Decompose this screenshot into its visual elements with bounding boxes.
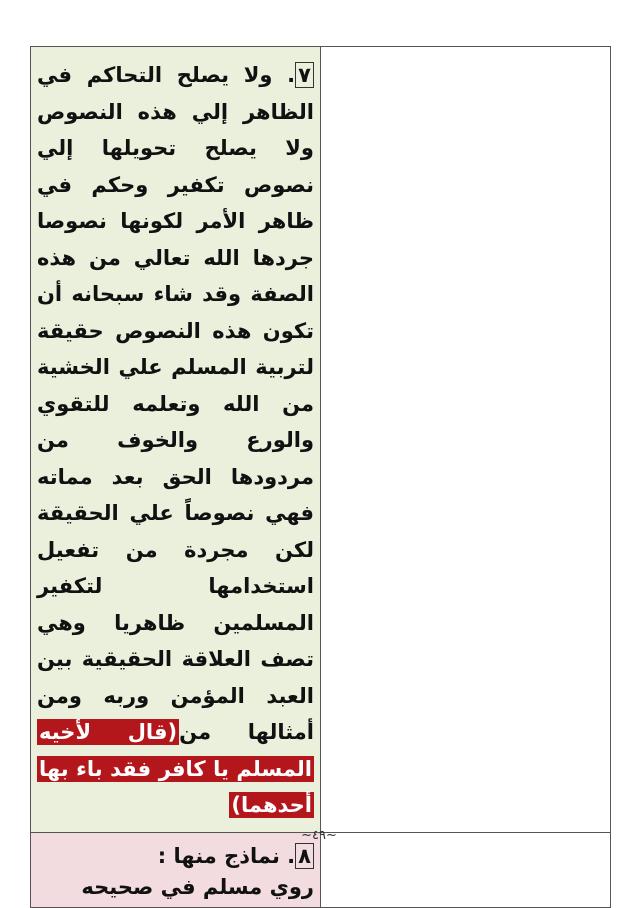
section-8-line: روي مسلم في صحيحه: [81, 874, 314, 899]
page-number: ~٤٩~: [301, 828, 337, 843]
section-8-heading: [37, 841, 314, 872]
section-7-number: ٧: [295, 62, 314, 88]
empty-cell: [321, 832, 611, 907]
table-row: [31, 832, 611, 907]
section-8-text: [31, 833, 320, 907]
section-7-text: [31, 47, 320, 832]
section-8-heading-text: . نماذج منها :: [157, 843, 296, 868]
section-7-cell: [31, 47, 321, 833]
content-table: [30, 46, 611, 908]
section-7-body: . ولا يصلح التحاكم في الظاهر إلي هذه النصوص ولا يصلح تحويلها إلي نصوص تكفير وحكم في ظاهر الأمر لكونها نصوصا جردها الله تعالي من هذه الصفة وقد شاء سبحانه أن تكون هذه النصوص حقيقة لتربية المسلم علي الخشية من الله وتعلمه للتقوي والورع والخوف من مردودها الحق بعد مماته فهي نصوصاً علي الحقيقة لكن مجردة من تفعيل استخدامها لتكفير المسلمين ظاهريا وهي تصف العلاقة الحقيقية بين العبد المؤمن وربه ومن أمثالها من: [37, 63, 314, 744]
highlighted-quote: (قال لأخيه المسلم يا كافر فقد باء بها أحدهما): [39, 720, 312, 817]
empty-cell: [321, 47, 611, 833]
section-8-number: ٨: [295, 843, 314, 869]
table-row: [31, 47, 611, 833]
section-8-cell: [31, 832, 321, 907]
